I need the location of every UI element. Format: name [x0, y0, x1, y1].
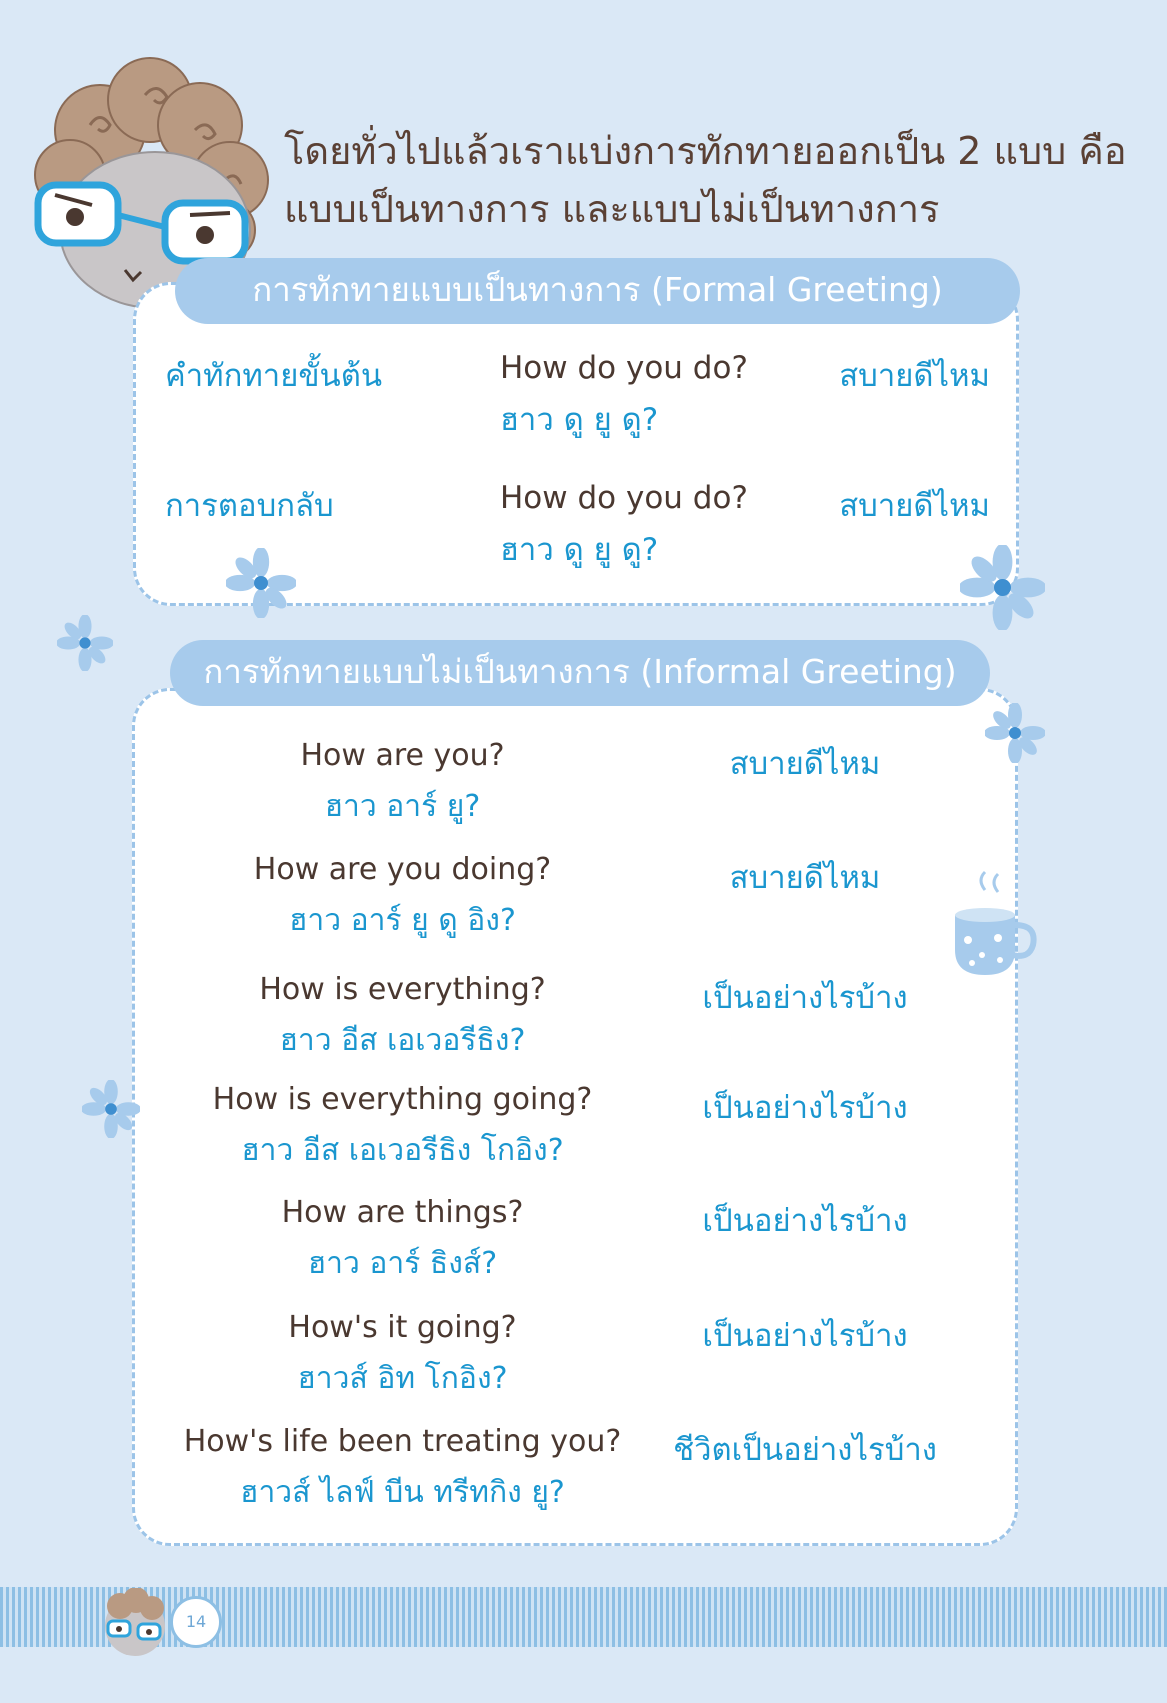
informal-row	[150, 1082, 990, 1182]
informal-english: How is everything?	[259, 972, 546, 1007]
informal-pronunciation: ฮาว อาร์ ธิงส์?	[307, 1246, 498, 1281]
page-number: 14	[170, 1596, 222, 1648]
informal-english: How are you doing?	[253, 852, 552, 887]
informal-row	[150, 1195, 990, 1295]
formal-english: How do you do?	[500, 350, 748, 386]
flower-icon	[985, 703, 1045, 763]
flower-icon	[226, 548, 296, 618]
informal-english: How's it going?	[288, 1310, 517, 1345]
formal-english: How do you do?	[500, 480, 748, 516]
formal-thai: สบายดีไหม	[839, 488, 990, 524]
formal-pronunciation: ฮาว ดู ยู ดู?	[500, 402, 659, 438]
informal-row	[150, 852, 990, 952]
informal-pronunciation: ฮาว อีส เอเวอรีธิง โกอิง?	[241, 1133, 564, 1168]
flower-icon	[960, 545, 1045, 630]
flower-icon	[57, 615, 113, 671]
formal-label: การตอบกลับ	[165, 488, 334, 524]
formal-thai: สบายดีไหม	[839, 358, 990, 394]
informal-thai: เป็นอย่างไรบ้าง	[702, 980, 908, 1016]
informal-title: การทักทายแบบไม่เป็นทางการ (Informal Greeting)	[170, 640, 990, 706]
formal-label: คำทักทายขั้นต้น	[165, 358, 383, 394]
informal-pronunciation: ฮาว อีส เอเวอรีธิง?	[279, 1023, 526, 1058]
formal-title: การทักทายแบบเป็นทางการ (Formal Greeting)	[175, 258, 1020, 324]
informal-row	[150, 1424, 990, 1524]
informal-english: How is everything going?	[212, 1082, 593, 1117]
coffee-cup-icon	[950, 870, 1040, 980]
informal-thai: สบายดีไหม	[729, 860, 881, 896]
informal-thai: เป็นอย่างไรบ้าง	[702, 1318, 908, 1354]
informal-pronunciation: ฮาวส์ อิท โกอิง?	[297, 1361, 508, 1396]
intro-text	[284, 122, 1144, 238]
informal-english: How are you?	[300, 738, 505, 773]
informal-pronunciation: ฮาวส์ ไลฟ์ บีน ทรีทกิง ยู?	[240, 1475, 565, 1510]
informal-pronunciation: ฮาว อาร์ ยู ดู อิง?	[289, 903, 516, 938]
informal-thai: สบายดีไหม	[729, 746, 881, 782]
intro-line-2: แบบเป็นทางการ และแบบไม่เป็นทางการ	[284, 187, 940, 231]
informal-row	[150, 972, 990, 1072]
flower-icon	[82, 1080, 140, 1138]
informal-thai: เป็นอย่างไรบ้าง	[702, 1203, 908, 1239]
intro-line-1: โดยทั่วไปแล้วเราแบ่งการทักทายออกเป็น 2 แบบ คือ	[284, 129, 1127, 173]
informal-thai: เป็นอย่างไรบ้าง	[702, 1090, 908, 1126]
informal-pronunciation: ฮาว อาร์ ยู?	[324, 789, 481, 824]
mascot-face-icon	[100, 1588, 170, 1658]
informal-row	[150, 1310, 990, 1410]
formal-row	[165, 350, 990, 450]
informal-thai: ชีวิตเป็นอย่างไรบ้าง	[673, 1432, 937, 1468]
informal-row	[150, 738, 990, 838]
informal-english: How's life been treating you?	[183, 1424, 622, 1459]
formal-pronunciation: ฮาว ดู ยู ดู?	[500, 532, 659, 568]
informal-english: How are things?	[281, 1195, 524, 1230]
